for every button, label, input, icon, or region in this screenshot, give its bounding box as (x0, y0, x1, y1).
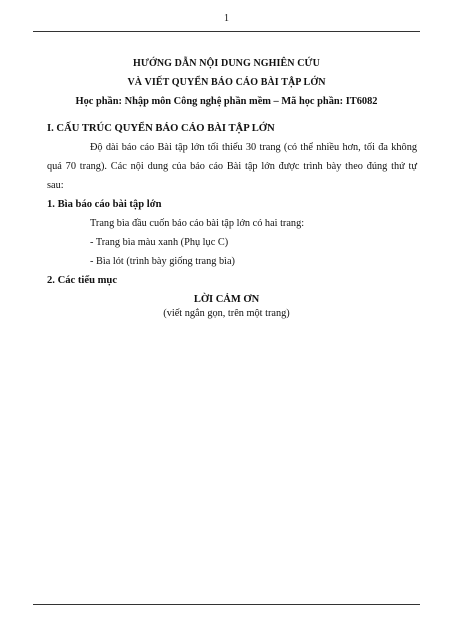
list-item: - Bìa lót (trình bày giống trang bìa) (90, 256, 235, 267)
acknowledgement-note: (viết ngắn gọn, trên một trang) (163, 308, 290, 319)
paragraph-line-2: quá 70 trang). Các nội dung của báo cáo Bài tập lớn được trình bày theo đúng thứ tự (47, 161, 417, 172)
document-title-line2: VÀ VIẾT QUYỂN BÁO CÁO BÀI TẬP LỚN (127, 77, 326, 88)
acknowledgement-title: LỜI CẢM ƠN (193, 294, 260, 305)
section-heading: I. CẤU TRÚC QUYỂN BÁO CÁO BÀI TẬP LỚN (47, 123, 275, 134)
document-title-line1: HƯỚNG DẪN NỘI DUNG NGHIÊN CỨU (133, 58, 320, 69)
footer-rule (33, 604, 420, 605)
paragraph-line-3: sau: (47, 180, 64, 191)
course-info: Học phần: Nhập môn Công nghệ phần mềm – Mã học phần: IT6082 (75, 96, 378, 107)
header-rule (33, 31, 420, 32)
subsection-heading-cover: 1. Bìa báo cáo bài tập lớn (47, 199, 162, 210)
list-item: - Trang bìa màu xanh (Phụ lục C) (90, 237, 229, 248)
cover-intro: Trang bìa đầu cuốn báo cáo bài tập lớn có hai trang: (90, 218, 305, 229)
subsection-heading-sections: 2. Các tiểu mục (47, 275, 118, 286)
paragraph-line-1: Độ dài báo cáo Bài tập lớn tối thiểu 30 trang (có thể nhiều hơn, tối đa không (90, 142, 417, 153)
page-number: 1 (224, 13, 229, 24)
